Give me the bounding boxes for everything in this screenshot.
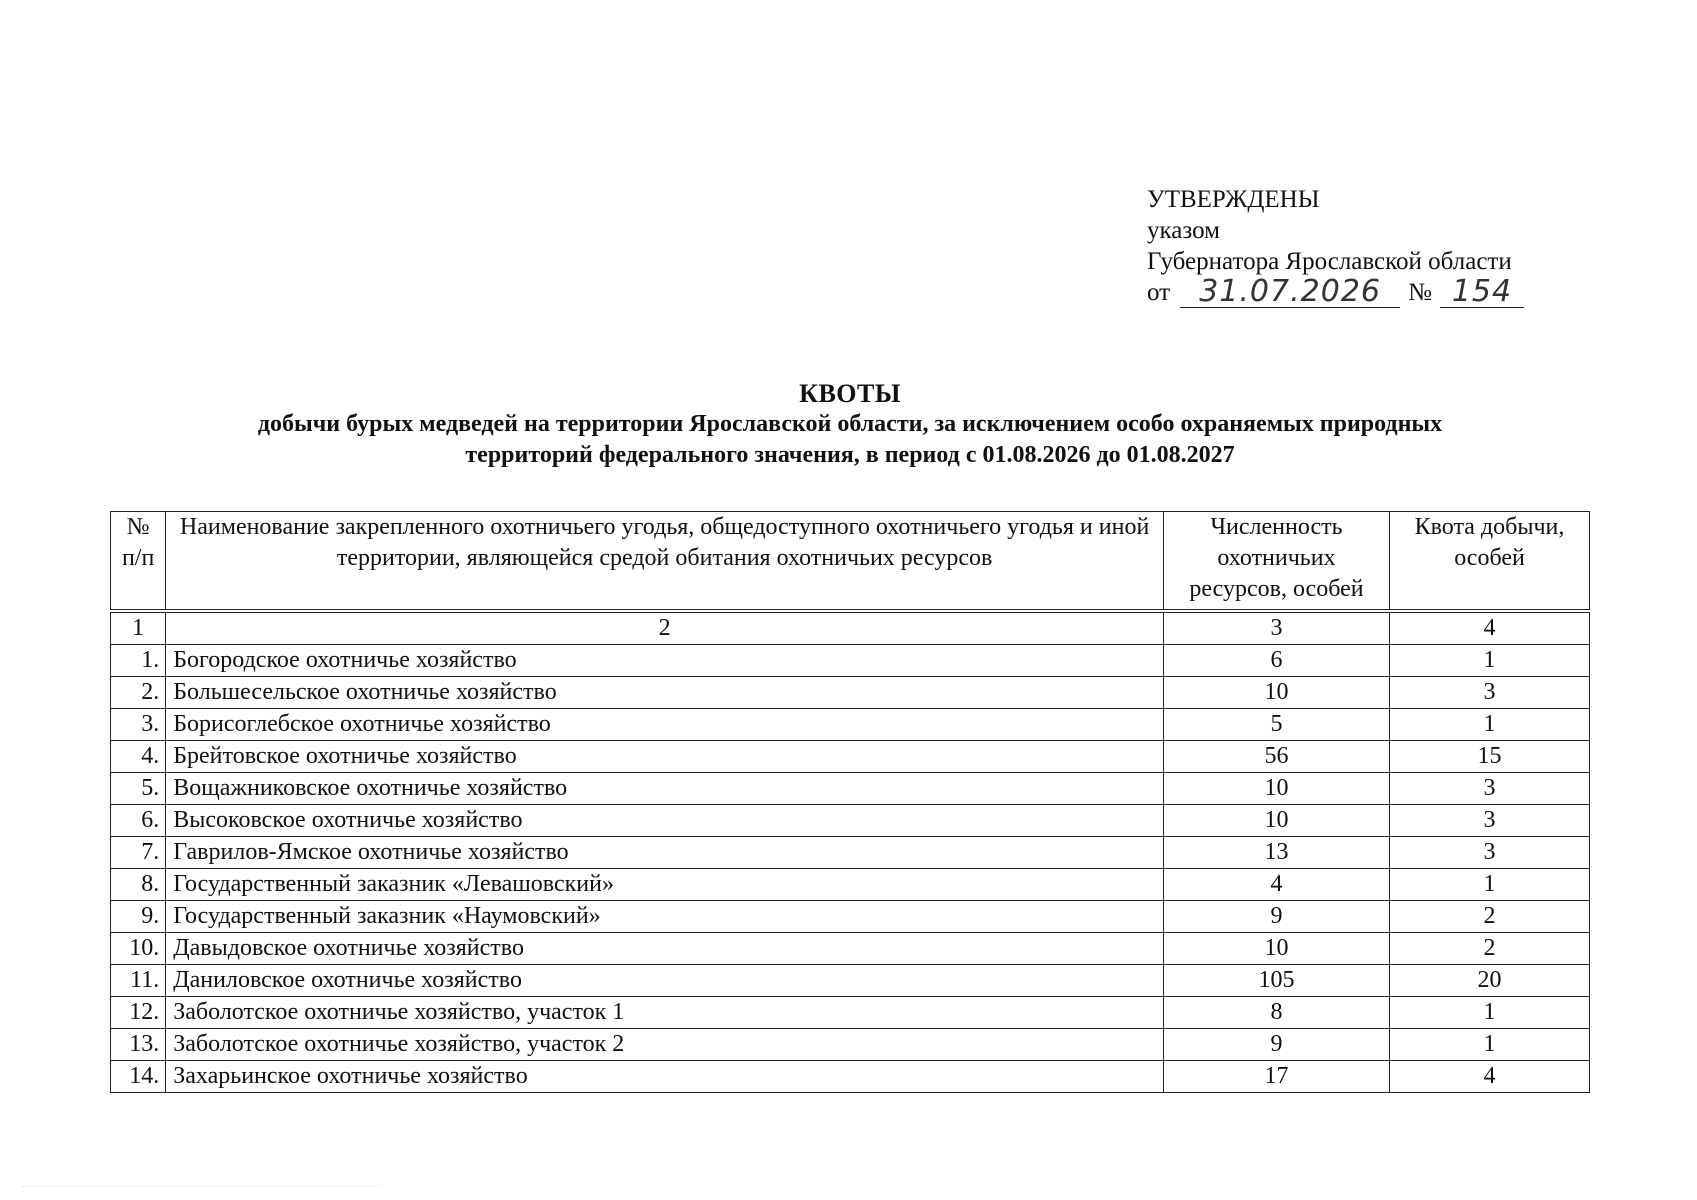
row-name-cell: Захарьинское охотничье хозяйство xyxy=(166,1061,1164,1093)
row-population-cell: 10 xyxy=(1163,933,1389,965)
approval-title: УТВЕРЖДЕНЫ xyxy=(1147,186,1320,213)
row-population-cell: 17 xyxy=(1163,1061,1389,1093)
header-population: Численность охотничьих ресурсов, особей xyxy=(1163,512,1389,612)
row-quota-cell: 1 xyxy=(1390,709,1590,741)
table-row xyxy=(111,677,1590,709)
scan-artifact-line xyxy=(22,1186,382,1187)
header-num: № п/п xyxy=(111,512,166,612)
table-row xyxy=(111,901,1590,933)
row-name-cell: Гаврилов-Ямское охотничье хозяйство xyxy=(166,837,1164,869)
row-name-cell: Государственный заказник «Наумовский» xyxy=(166,901,1164,933)
approval-governor: Губернатора Ярославской области xyxy=(1147,248,1512,275)
row-quota-cell: 1 xyxy=(1390,997,1590,1029)
document-heading xyxy=(120,378,1580,471)
header-name: Наименование закрепленного охотничьего угодья, общедоступного охотничьего угодья и иной территории, являющейся средой обитания охотничьих ресурсов xyxy=(166,512,1164,612)
row-population-cell: 5 xyxy=(1163,709,1389,741)
table-header-row xyxy=(111,512,1590,612)
row-number-cell: 13. xyxy=(111,1029,166,1061)
row-population-cell: 8 xyxy=(1163,997,1389,1029)
table-row xyxy=(111,1061,1590,1093)
table-row xyxy=(111,709,1590,741)
row-population-cell: 105 xyxy=(1163,965,1389,997)
row-quota-cell: 1 xyxy=(1390,645,1590,677)
header-quota: Квота добычи, особей xyxy=(1390,512,1590,612)
column-index-row xyxy=(111,611,1590,645)
row-number-cell: 4. xyxy=(111,741,166,773)
row-number-cell: 3. xyxy=(111,709,166,741)
row-population-cell: 10 xyxy=(1163,773,1389,805)
row-quota-cell: 3 xyxy=(1390,805,1590,837)
row-number-cell: 8. xyxy=(111,869,166,901)
from-label: от xyxy=(1147,279,1171,306)
document-subtitle-line1: добычи бурых медведей на территории Ярославской области, за исключением особо охраняемых природных xyxy=(257,411,1443,437)
table-row xyxy=(111,837,1590,869)
row-name-cell: Богородское охотничье хозяйство xyxy=(166,645,1164,677)
approval-stamp-block xyxy=(1147,184,1524,308)
row-population-cell: 6 xyxy=(1163,645,1389,677)
row-number-cell: 9. xyxy=(111,901,166,933)
table-row xyxy=(111,773,1590,805)
row-quota-cell: 3 xyxy=(1390,773,1590,805)
row-number-cell: 14. xyxy=(111,1061,166,1093)
row-quota-cell: 1 xyxy=(1390,869,1590,901)
row-name-cell: Высоковское охотничье хозяйство xyxy=(166,805,1164,837)
table-body xyxy=(111,611,1590,1093)
row-quota-cell: 3 xyxy=(1390,837,1590,869)
row-quota-cell: 2 xyxy=(1390,901,1590,933)
row-name-cell: Заболотское охотничье хозяйство, участок 1 xyxy=(166,997,1164,1029)
row-name-cell: Брейтовское охотничье хозяйство xyxy=(166,741,1164,773)
row-quota-cell: 20 xyxy=(1390,965,1590,997)
row-population-cell: 13 xyxy=(1163,837,1389,869)
row-quota-cell: 15 xyxy=(1390,741,1590,773)
row-population-cell: 4 xyxy=(1163,869,1389,901)
column-index-cell: 2 xyxy=(166,611,1164,645)
row-population-cell: 9 xyxy=(1163,1029,1389,1061)
number-sign: № xyxy=(1408,279,1432,306)
row-number-cell: 6. xyxy=(111,805,166,837)
handwritten-number: 154 xyxy=(1440,277,1524,308)
row-population-cell: 56 xyxy=(1163,741,1389,773)
table-row xyxy=(111,1029,1590,1061)
row-name-cell: Государственный заказник «Левашовский» xyxy=(166,869,1164,901)
row-population-cell: 10 xyxy=(1163,805,1389,837)
row-population-cell: 9 xyxy=(1163,901,1389,933)
row-number-cell: 1. xyxy=(111,645,166,677)
row-quota-cell: 3 xyxy=(1390,677,1590,709)
document-subtitle-line2: территорий федерального значения, в период с 01.08.2026 до 01.08.2027 xyxy=(465,442,1235,468)
approval-by-decree: указом xyxy=(1147,217,1220,244)
row-number-cell: 7. xyxy=(111,837,166,869)
table-row xyxy=(111,869,1590,901)
table-row xyxy=(111,645,1590,677)
table-row xyxy=(111,933,1590,965)
column-index-cell: 1 xyxy=(111,611,166,645)
row-quota-cell: 2 xyxy=(1390,933,1590,965)
row-name-cell: Давыдовское охотничье хозяйство xyxy=(166,933,1164,965)
row-quota-cell: 1 xyxy=(1390,1029,1590,1061)
table-row xyxy=(111,741,1590,773)
document-title: КВОТЫ xyxy=(799,379,901,408)
table-row xyxy=(111,805,1590,837)
row-name-cell: Большесельское охотничье хозяйство xyxy=(166,677,1164,709)
table-row xyxy=(111,965,1590,997)
row-name-cell: Заболотское охотничье хозяйство, участок 2 xyxy=(166,1029,1164,1061)
row-number-cell: 12. xyxy=(111,997,166,1029)
handwritten-date: 31.07.2026 xyxy=(1180,277,1400,308)
row-population-cell: 10 xyxy=(1163,677,1389,709)
column-index-cell: 4 xyxy=(1390,611,1590,645)
quota-table xyxy=(110,511,1590,1093)
row-name-cell: Вощажниковское охотничье хозяйство xyxy=(166,773,1164,805)
column-index-cell: 3 xyxy=(1163,611,1389,645)
row-quota-cell: 4 xyxy=(1390,1061,1590,1093)
table-row xyxy=(111,997,1590,1029)
row-number-cell: 5. xyxy=(111,773,166,805)
approval-date-number-row xyxy=(1147,274,1524,309)
row-number-cell: 2. xyxy=(111,677,166,709)
row-number-cell: 11. xyxy=(111,965,166,997)
row-name-cell: Борисоглебское охотничье хозяйство xyxy=(166,709,1164,741)
row-number-cell: 10. xyxy=(111,933,166,965)
row-name-cell: Даниловское охотничье хозяйство xyxy=(166,965,1164,997)
